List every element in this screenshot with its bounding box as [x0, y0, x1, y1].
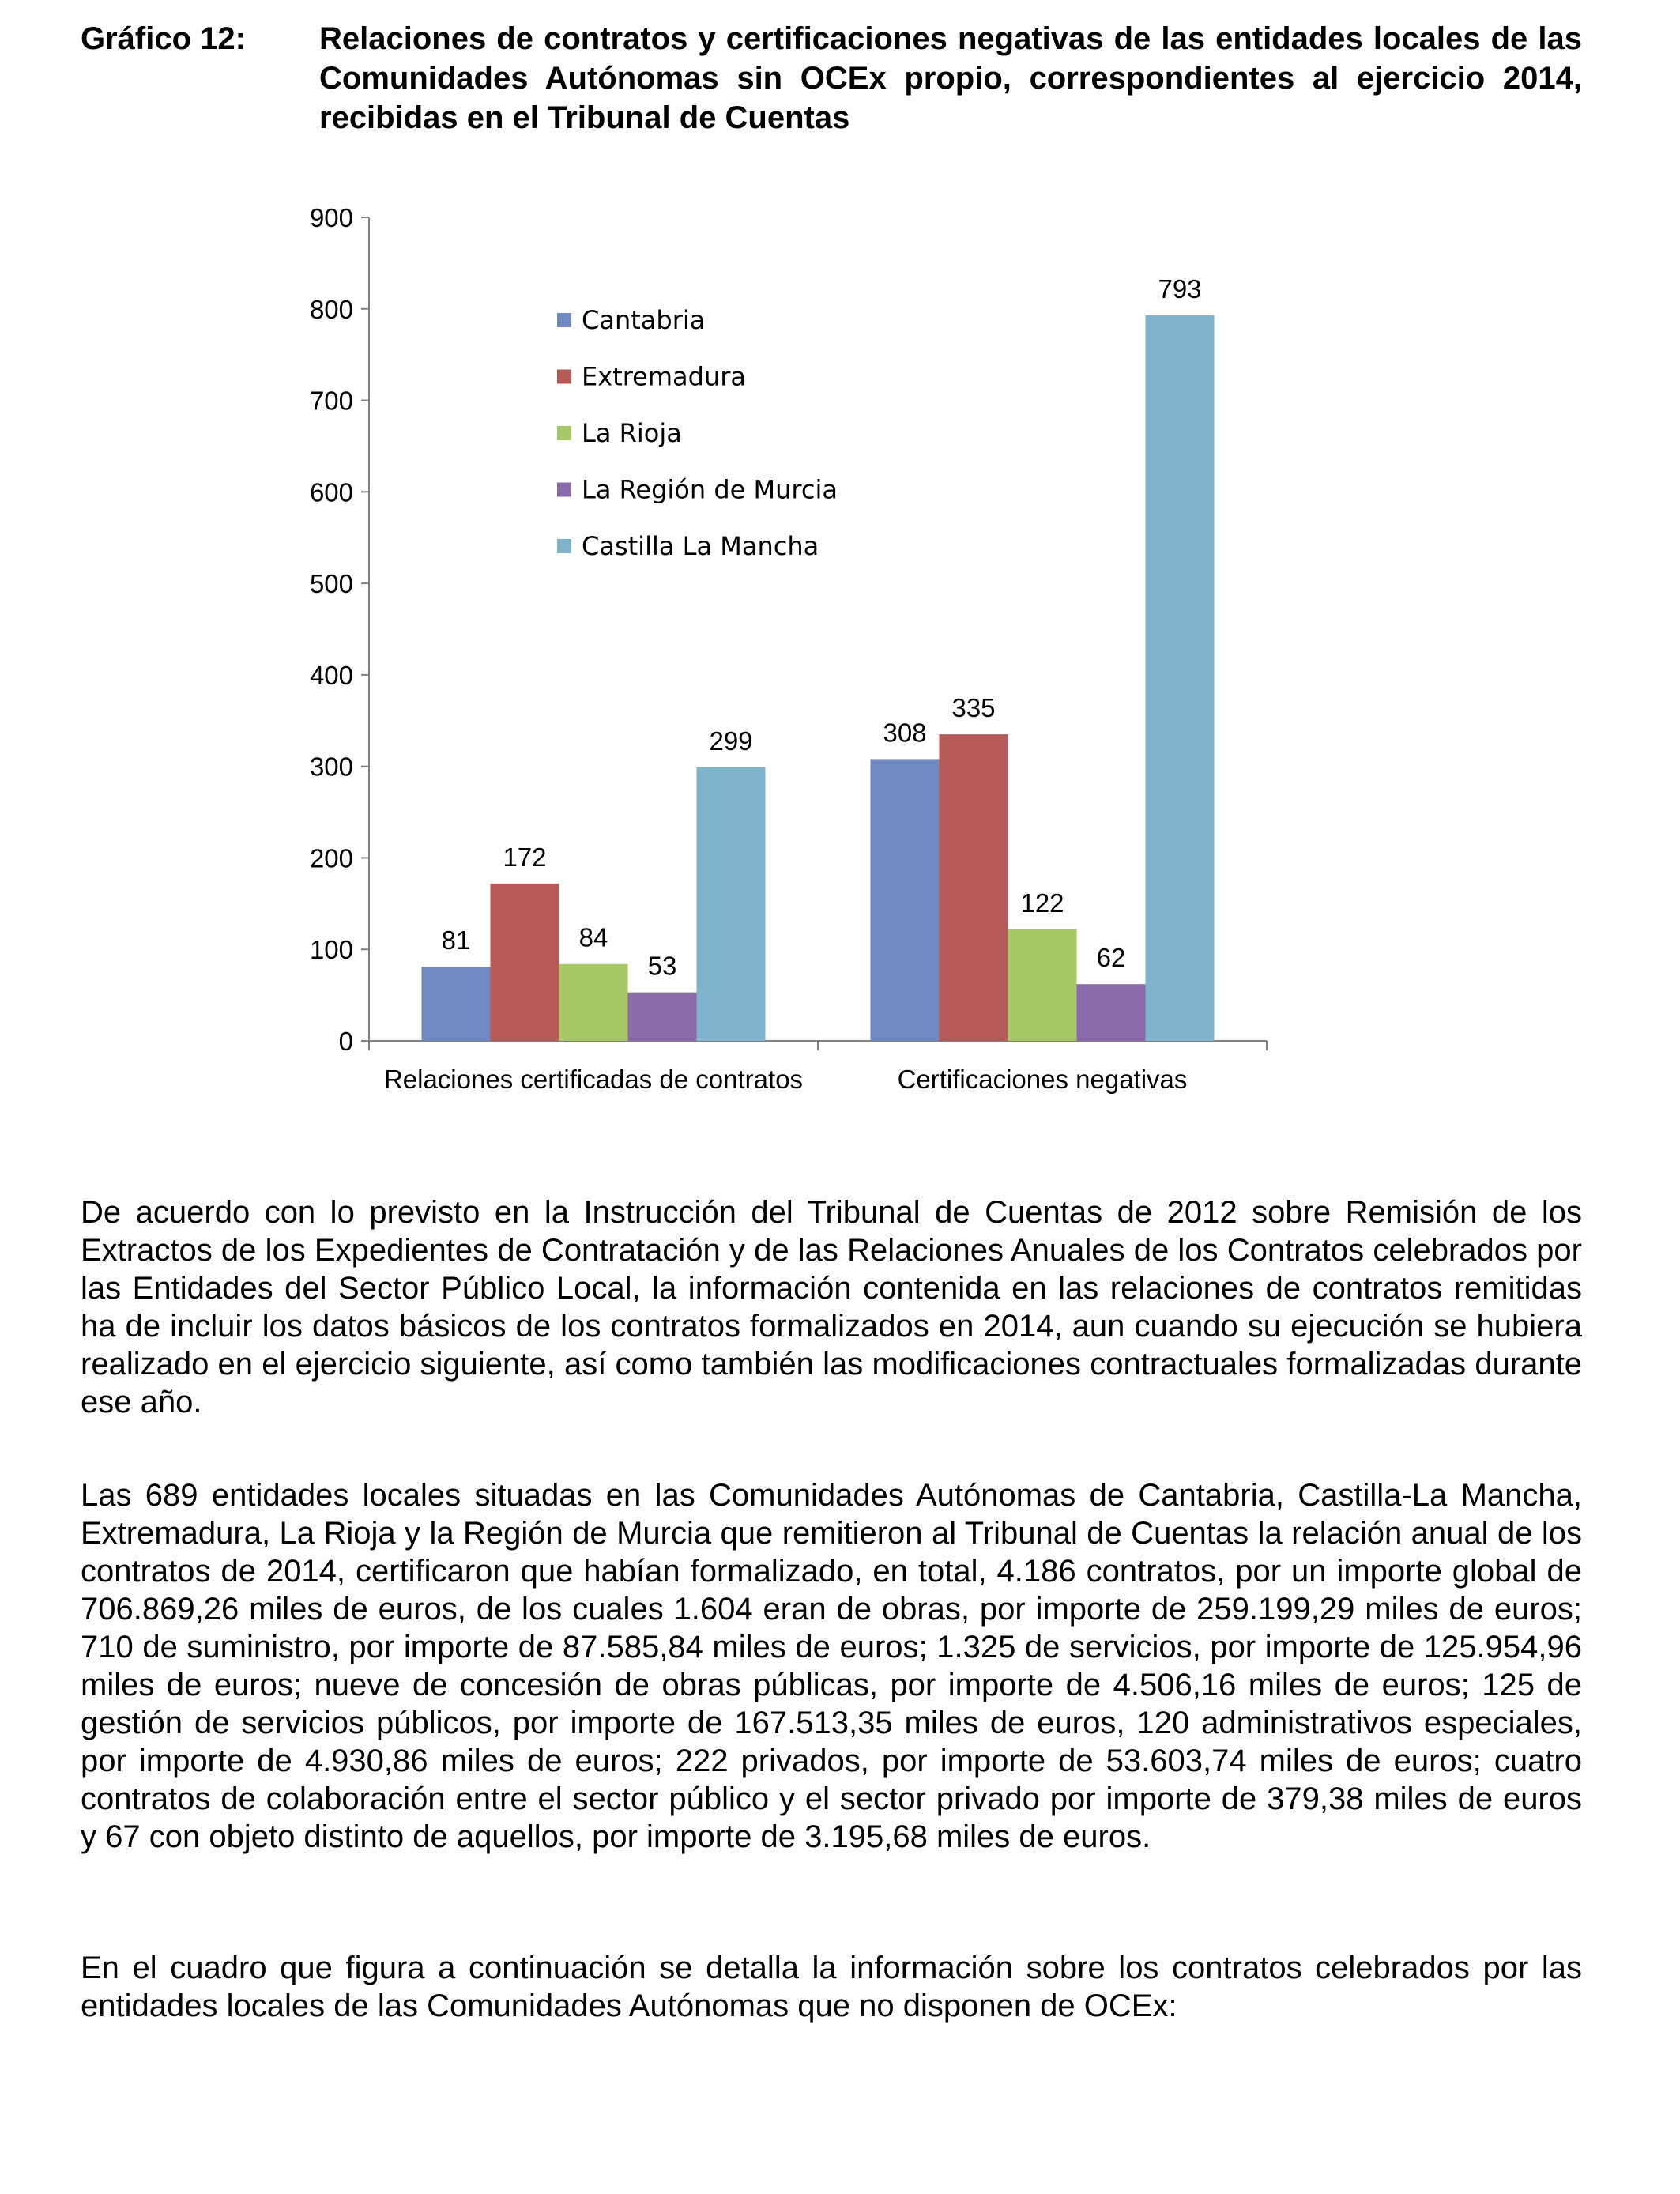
- y-tick-label: 200: [309, 843, 353, 873]
- figure-title: Relaciones de contratos y certificaciones negativas de las entidades locales de las Comunidades Autónomas sin OCEx propio, correspondientes al ejercicio 2014, recibidas en el Tribunal de Cuentas: [319, 21, 1582, 135]
- data-label: 299: [709, 726, 753, 756]
- legend-label: Cantabria: [582, 305, 706, 335]
- y-tick-label: 100: [309, 935, 353, 965]
- paragraph-1: De acuerdo con lo previsto en la Instrucción del Tribunal de Cuentas de 2012 sobre Remisión de los Extractos de los Expedientes de Contratación y de las Relaciones Anuales de los Contratos celebrados por las Entidades del Sector Público Local, la información contenida en las relaciones de contratos remitidas ha de incluir los datos básicos de los contratos formalizados en 2014, aun cuando su ejecución se hubiera realizado en el ejercicio siguiente, así como también las modificaciones contractuales formalizadas durante ese año.: [81, 1195, 1582, 1419]
- x-category-label: Certificaciones negativas: [897, 1065, 1188, 1094]
- y-tick-label: 500: [309, 569, 353, 599]
- paragraph-3: En el cuadro que figura a continuación se detalla la información sobre los contratos celebrados por las entidades locales de las Comunidades Autónomas que no disponen de OCEx:: [81, 1951, 1582, 2023]
- legend-swatch: [557, 370, 571, 384]
- bar: [1146, 315, 1215, 1041]
- y-tick-label: 0: [338, 1027, 353, 1056]
- bar: [628, 993, 697, 1041]
- bar: [1077, 984, 1146, 1041]
- legend-swatch: [557, 313, 571, 327]
- data-label: 793: [1158, 273, 1202, 303]
- paragraph-2: Las 689 entidades locales situadas en las Comunidades Autónomas de Cantabria, Castilla-La Mancha, Extremadura, La Rioja y la Región de Murcia que remitieron al Tribunal de Cuentas la relación anual de los contratos de 2014, certificaron que habían formalizado, en total, 4.186 contratos, por un importe global de 706.869,26 miles de euros, de los cuales 1.604 eran de obras, por importe de 259.199,29 miles de euros; 710 de suministro, por importe de 87.585,84 miles de euros; 1.325 de servicios, por importe de 125.954,96 miles de euros; nueve de concesión de obras públicas, por importe de 4.506,16 miles de euros; 125 de gestión de servicios públicos, por importe de 167.513,35 miles de euros, 120 administrativos especiales, por importe de 4.930,86 miles de euros; 222 privados, por importe de 53.603,74 miles de euros; cuatro contratos de colaboración entre el sector público y el sector privado por importe de 379,38 miles de euros y 67 con objeto distinto de aquellos, por importe de 3.195,68 miles de euros.: [81, 1478, 1582, 1854]
- data-label: 81: [441, 925, 471, 956]
- legend-swatch: [557, 483, 571, 497]
- y-tick-label: 300: [309, 752, 353, 782]
- bar: [491, 884, 559, 1041]
- legend-label: La Rioja: [582, 418, 682, 448]
- y-tick-label: 600: [309, 477, 353, 507]
- legend-swatch: [557, 539, 571, 553]
- data-label: 122: [1020, 888, 1064, 918]
- y-tick-label: 800: [309, 294, 353, 324]
- legend-label: Extremadura: [582, 361, 746, 392]
- x-category-label: Relaciones certificadas de contratos: [383, 1065, 804, 1094]
- bar: [940, 734, 1008, 1041]
- bar: [871, 759, 940, 1041]
- y-tick-label: 700: [309, 386, 353, 416]
- legend-label: Castilla La Mancha: [582, 531, 819, 561]
- data-label: 84: [578, 922, 608, 952]
- bar: [1008, 929, 1077, 1041]
- y-tick-label: 400: [309, 660, 353, 690]
- data-label: 308: [883, 718, 927, 748]
- bar: [422, 967, 491, 1041]
- data-label: 62: [1096, 943, 1126, 973]
- bar: [697, 767, 766, 1041]
- data-label: 53: [647, 951, 677, 981]
- data-label: 172: [503, 842, 547, 872]
- figure-number: Gráfico 12:: [81, 21, 246, 56]
- y-tick-label: 900: [309, 203, 353, 232]
- data-label: 335: [951, 693, 996, 723]
- legend-swatch: [557, 426, 571, 440]
- legend-label: La Región de Murcia: [582, 474, 838, 505]
- bar: [559, 964, 628, 1041]
